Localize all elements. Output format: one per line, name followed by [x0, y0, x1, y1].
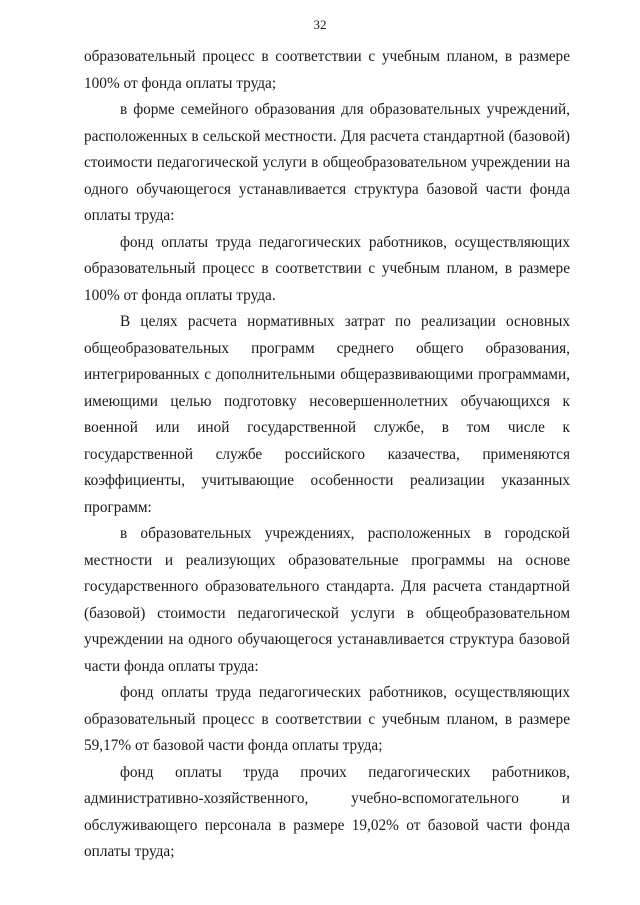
paragraph-3: фонд оплаты труда педагогических работников, осуществляющих образовательный процесс в соответствии с учебным планом, в размере 100% от фонда оплаты труда. — [84, 233, 570, 304]
document-body — [84, 44, 570, 866]
paragraph-2: в форме семейного образования для образовательных учреждений, расположенных в сельской местности. Для расчета стандартной (базовой) стоимости педагогической услуги в общеобразовательном учреждении на одного обучающегося устанавливается структура базовой части фонда оплаты труда: — [84, 101, 570, 224]
page-number: 32 — [313, 17, 327, 32]
paragraph-4: В целях расчета нормативных затрат по реализации основных общеобразовательных программ среднего общего образования, интегрированных с дополнительными общеразвивающими программами, имеющими целью подготовку несовершеннолетних обучающихся к военной или иной государственной службе, в том числе к государственной службе российского казачества, применяются коэффициенты, учитывающие особенности реализации указанных программ: — [84, 313, 570, 516]
paragraph-1: образовательный процесс в соответствии с учебным планом, в размере 100% от фонда оплаты труда; — [84, 48, 570, 92]
paragraph-7: фонд оплаты труда прочих педагогических работников, административно-хозяйственного, учебно-вспомогательного и обслуживающего персонала в размере 19,02% от базовой части фонда оплаты труда; — [84, 763, 570, 860]
paragraph-5: в образовательных учреждениях, расположенных в городской местности и реализующих образовательные программы на основе государственного образовательного стандарта. Для расчета стандартной (базовой) стоимости педагогической услуги в общеобразовательном учреждении на одного обучающегося устанавливается структура базовой части фонда оплаты труда: — [84, 525, 570, 675]
paragraph-6: фонд оплаты труда педагогических работников, осуществляющих образовательный процесс в соответствии с учебным планом, в размере 59,17% от базовой части фонда оплаты труда; — [84, 684, 570, 754]
